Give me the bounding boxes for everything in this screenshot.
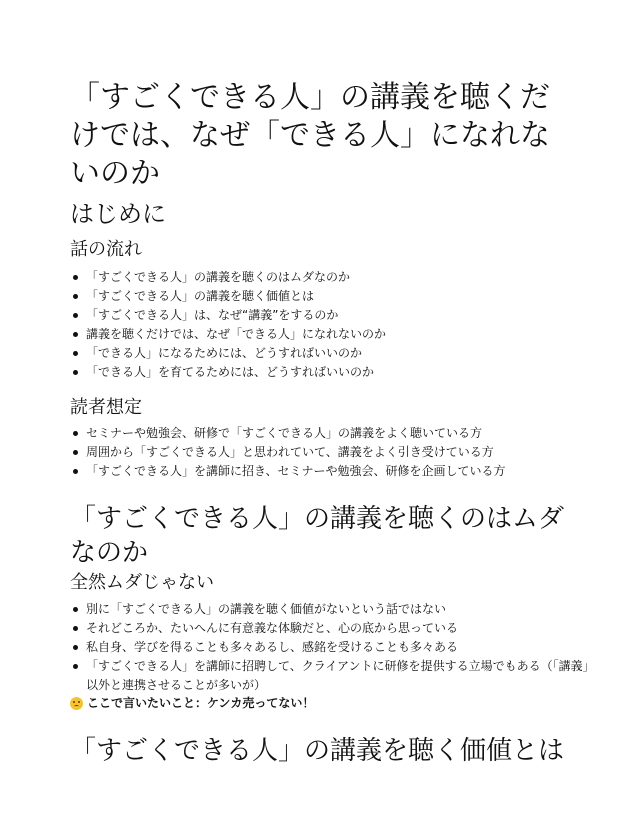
list-item: 「すごくできる人」の講義を聴くのはムダなのか [70,268,590,287]
list-item: 「すごくできる人」の講義を聴く価値とは [70,287,590,306]
confounded-face-icon [70,697,83,710]
list-item: 私自身、学びを得ることも多々あるし、感銘を受けることも多々ある [70,638,590,657]
note-text: ここで言いたいこと：ケンカ売ってない！ [87,696,315,710]
list-item: 「すごくできる人」は、なぜ“講義”をするのか [70,306,590,325]
list-item: 講義を聴くだけでは、なぜ「できる人」になれないのか [70,325,590,344]
list-item: 別に「すごくできる人」の講義を聴く価値がないという話ではない [70,600,590,619]
section1-list [70,600,590,695]
intro-heading: はじめに [70,200,166,228]
section1-subheading: 全然ムダじゃない [70,572,214,593]
note-callout [70,694,314,712]
list-item: それどころか、たいへんに有意義な体験だと、心の底から思っている [70,619,590,638]
page-title: 「すごくできる人」の講義を聴くだけでは、なぜ「できる人」になれないのか [70,80,550,191]
list-item: 「できる人」になるためには、どうすればいいのか [70,344,590,363]
section-heading-2: 「すごくできる人」の講義を聴く価値とは [70,736,565,766]
readers-heading: 読者想定 [70,397,142,418]
list-item: 周囲から「すごくできる人」と思われていて、講義をよく引き受けている方 [70,443,590,462]
section-heading-1: 「すごくできる人」の講義を聴くのはムダなのか [70,504,565,568]
readers-list [70,424,590,481]
list-item: 「すごくできる人」を講師に招き、セミナーや勉強会、研修を企画している方 [70,462,590,481]
flow-heading: 話の流れ [70,239,142,260]
flow-list [70,268,590,382]
list-item: 「すごくできる人」を講師に招聘して、クライアントに研修を提供する立場でもある（「講義」以外と連携させることが多いが） [70,657,590,695]
list-item: セミナーや勉強会、研修で「すごくできる人」の講義をよく聴いている方 [70,424,590,443]
list-item: 「できる人」を育てるためには、どうすればいいのか [70,363,590,382]
